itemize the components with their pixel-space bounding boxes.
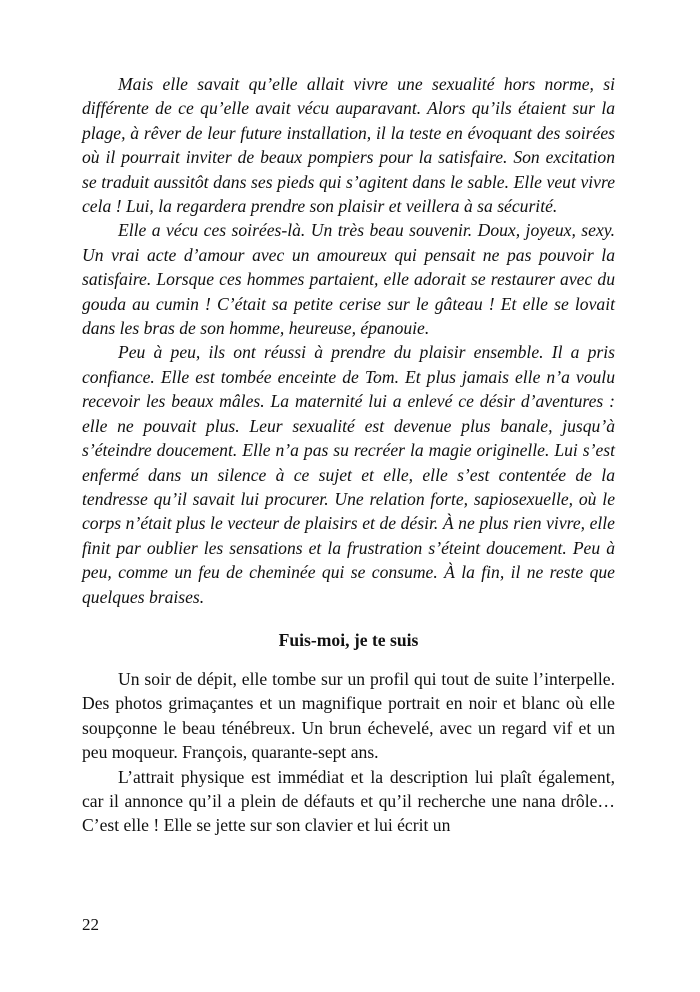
section-title: Fuis-moi, je te suis: [278, 629, 419, 650]
paragraph-regular-2: L’attrait physique est immédiat et la description lui plaît également, car il annonce qu’il a plein de défauts et qu’il recherche une nana drôle… C’est elle ! Elle se jette sur son clavier et lui écrit un: [82, 766, 615, 836]
paragraph-italic-1: Mais elle savait qu’elle allait vivre une sexualité hors norme, si différente de ce qu’elle avait vécu auparavant. Alors qu’ils étaient sur la plage, à rêver de leur future installation, il la teste en évoquant des soirées où il pourrait inviter de beaux pompiers pour la satisfaire. Son excitation se traduit aussitôt dans ses pieds qui s’agitent dans le sable. Elle veut vivre cela ! Lui, la regardera prendre son plaisir et veillera à sa sécurité.: [82, 74, 615, 217]
paragraph-italic-3: Peu à peu, ils ont réussi à prendre du plaisir ensemble. Il a pris confiance. Elle est tombée enceinte de Tom. Et plus jamais elle n’a voulu recevoir les beaux mâles. La maternité lui a enlevé ce désir d’aventures : elle ne pouvait plus. Leur sexualité est devenue plus banale, jusqu’à s’éteindre doucement. Elle n’a pas su recréer la magie originelle. Lui s’est enfermé dans un silence à ce sujet et elle, elle s’est contentée de la tendresse qu’il savait lui procurer. Une relation forte, sapiosexuelle, où le corps n’était plus le vecteur de plaisirs et de désir. À ne plus rien vivre, elle finit par oublier les sensations et la frustration s’éteint doucement. Peu à peu, comme un feu de cheminée qui se consume. À la fin, il ne reste que quelques braises.: [82, 342, 615, 607]
page-number: 22: [82, 915, 99, 934]
paragraph-italic-2: Elle a vécu ces soirées-là. Un très beau souvenir. Doux, joyeux, sexy. Un vrai acte d’amour avec un amoureux qui pensait ne pas pouvoir la satisfaire. Lorsque ces hommes partaient, elle adorait se restaurer avec du gouda au cumin ! C’était sa petite cerise sur le gâteau ! Et elle se lovait dans les bras de son homme, heureuse, épanouie.: [82, 220, 615, 339]
page-body: [82, 72, 615, 838]
paragraph-regular-1: Un soir de dépit, elle tombe sur un profil qui tout de suite l’interpelle. Des photos grimaçantes et un magnifique portrait en noir et blanc où elle soupçonne le beau ténébreux. Un brun échevelé, avec un regard vif et un peu moqueur. François, quarante-sept ans.: [82, 668, 615, 763]
